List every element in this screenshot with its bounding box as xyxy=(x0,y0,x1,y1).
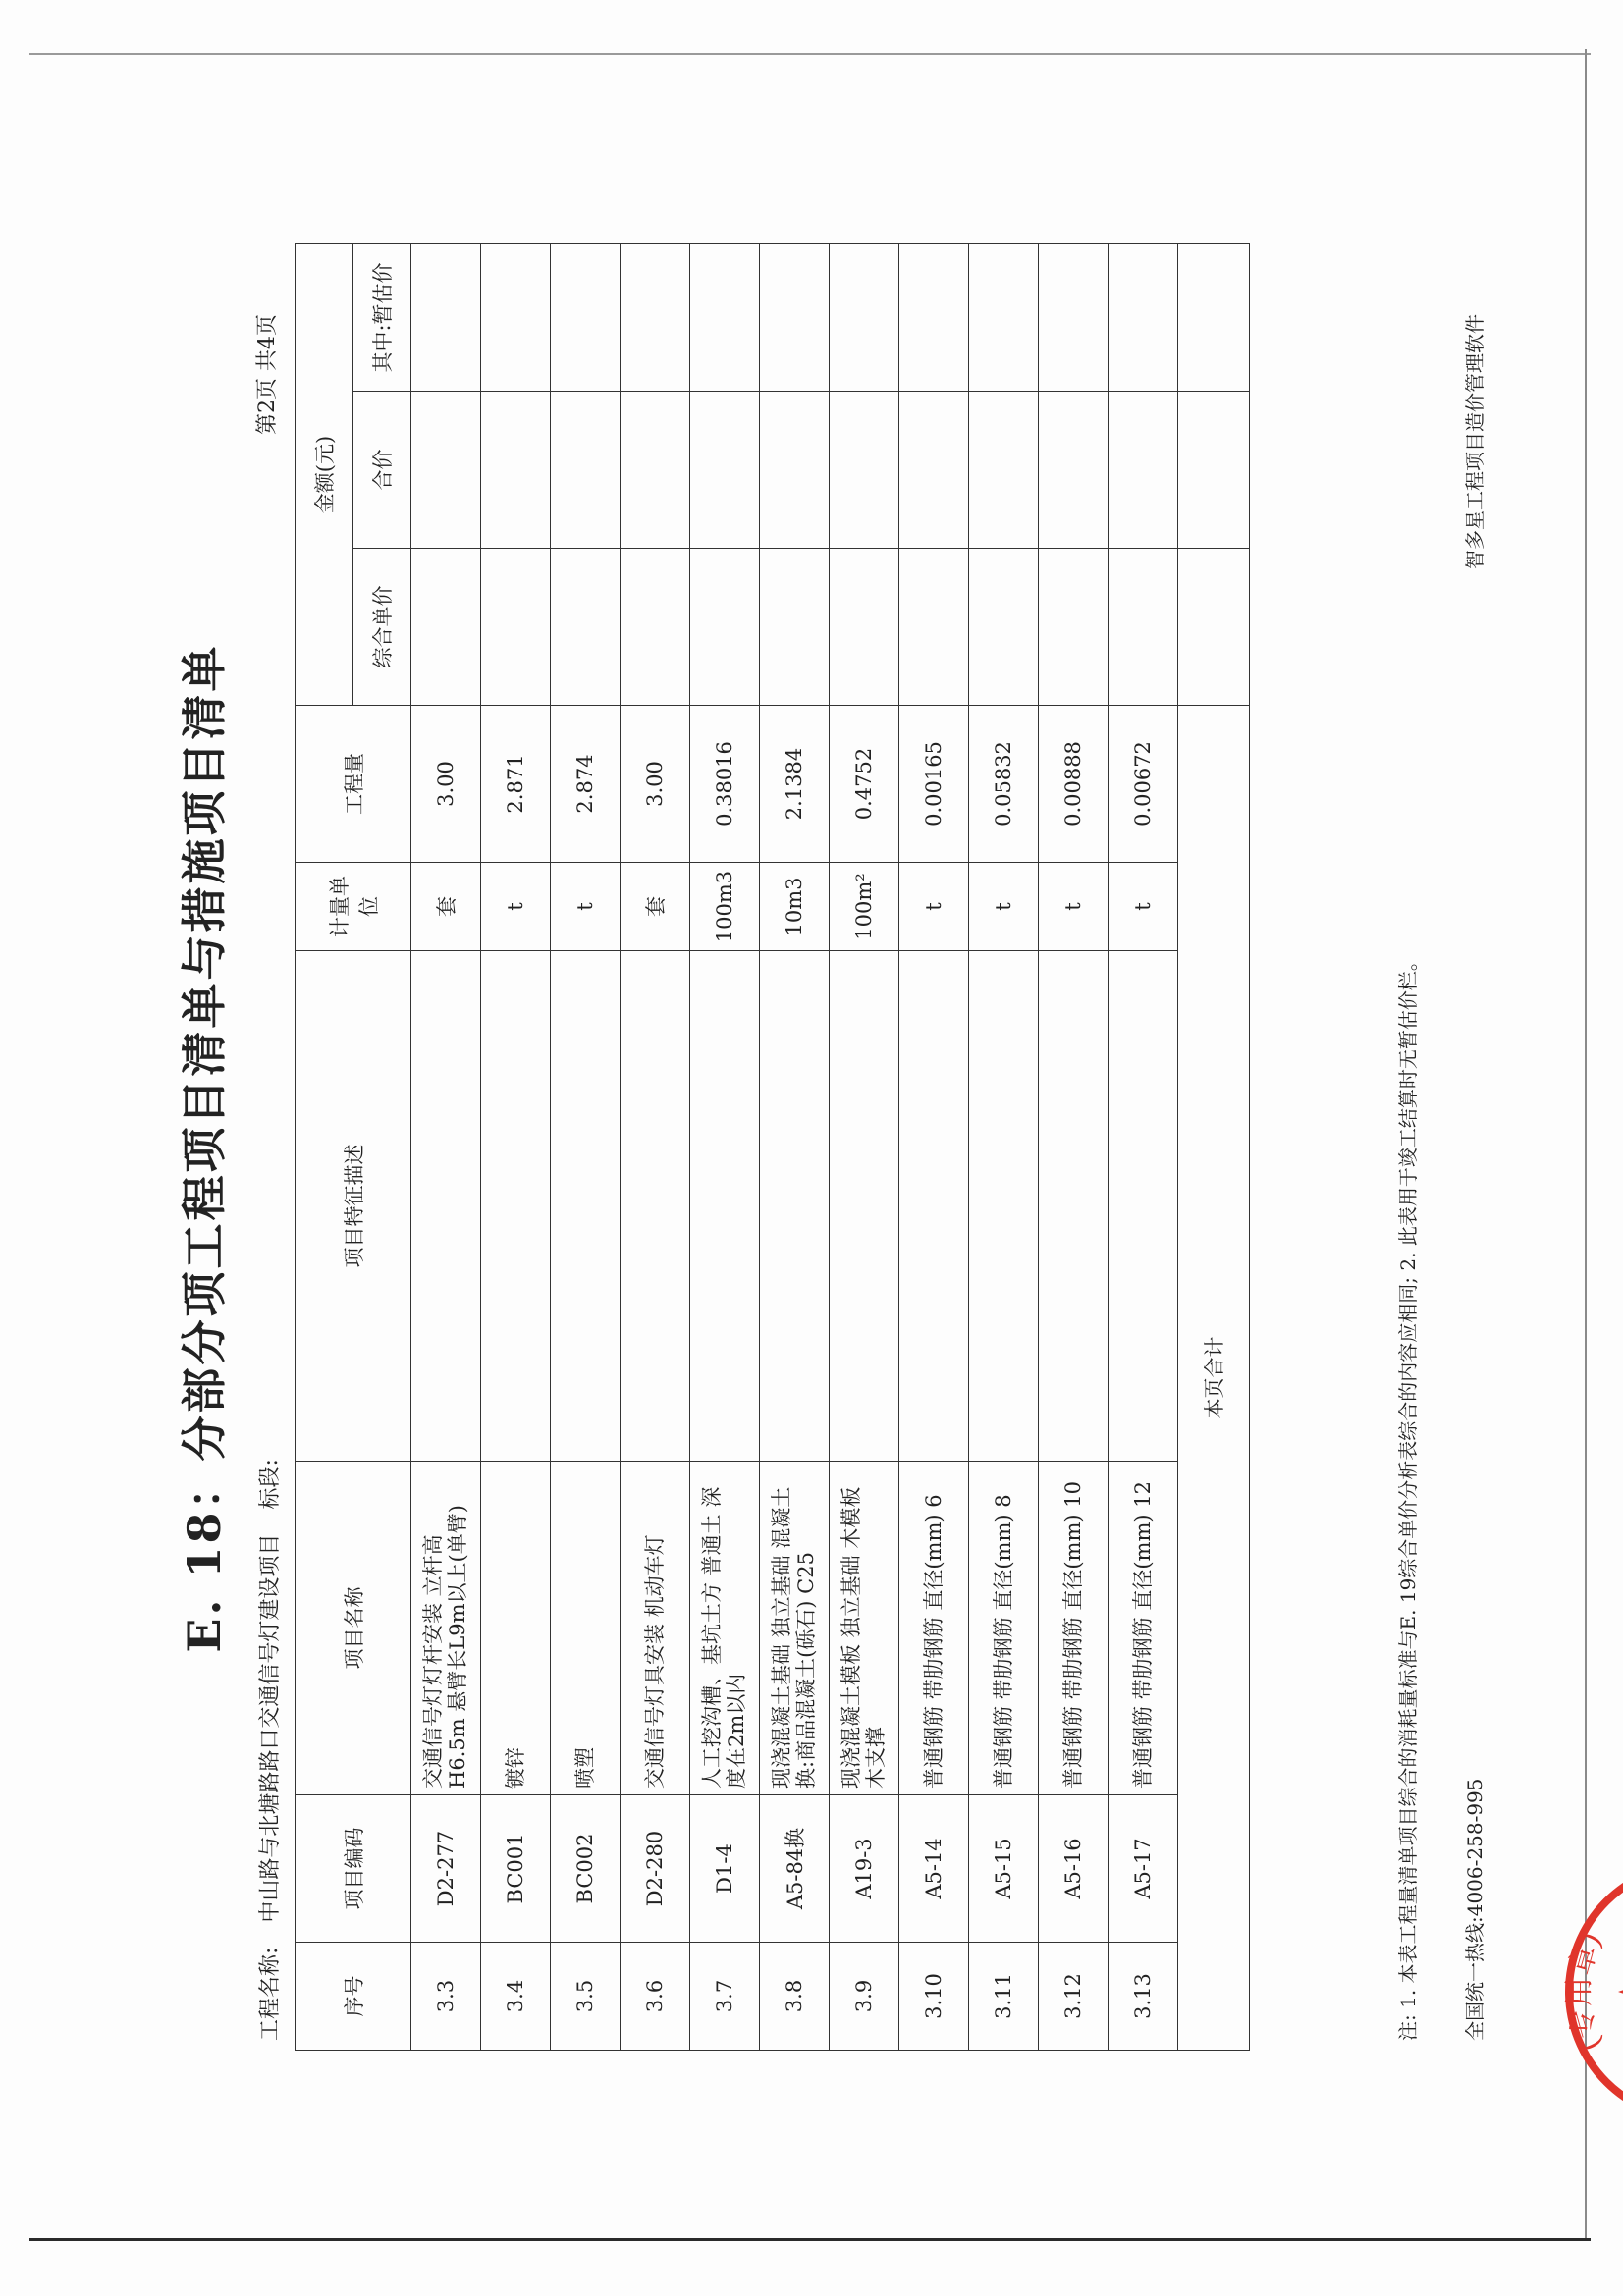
cell-qty: 0.38016 xyxy=(690,706,760,863)
page-total-provisional xyxy=(1178,244,1250,392)
cell-unit-price xyxy=(760,549,830,706)
cell-name: 现浇混凝土基础 独立基础 混凝土 换:商品混凝土(砾石) C25 xyxy=(760,1462,830,1795)
cell-unit: 100m² xyxy=(830,863,899,951)
cell-unit-price xyxy=(969,549,1039,706)
cell-seq: 3.13 xyxy=(1109,1943,1178,2051)
cell-name: 交通信号灯灯杆安装 立杆高H6.5m 悬臂长L9m以上(单臂) xyxy=(411,1462,481,1795)
table-row xyxy=(551,244,621,2051)
cell-code: A5-14 xyxy=(899,1795,969,1943)
cell-qty: 3.00 xyxy=(411,706,481,863)
cell-unit-price xyxy=(899,549,969,706)
cell-unit: 套 xyxy=(621,863,690,951)
cell-provisional xyxy=(621,244,690,392)
cell-total xyxy=(899,392,969,549)
page-total-unit-price xyxy=(1178,549,1250,706)
header-features: 项目特征描述 xyxy=(296,951,411,1462)
page-total-label: 本页合计 xyxy=(1178,706,1250,2051)
cell-features xyxy=(551,951,621,1462)
cell-seq: 3.7 xyxy=(690,1943,760,2051)
cell-qty: 2.1384 xyxy=(760,706,830,863)
header-name: 项目名称 xyxy=(296,1462,411,1795)
cell-name: 普通钢筋 带肋钢筋 直径(mm) 6 xyxy=(899,1462,969,1795)
hotline-text: 全国统一热线:4006-258-995 xyxy=(1463,1778,1487,2041)
cell-features xyxy=(969,951,1039,1462)
cell-unit: 100m3 xyxy=(690,863,760,951)
cell-seq: 3.8 xyxy=(760,1943,830,2051)
cell-code: A19-3 xyxy=(830,1795,899,1943)
cell-features xyxy=(1109,951,1178,1462)
cell-total xyxy=(690,392,760,549)
cell-features xyxy=(411,951,481,1462)
cell-name: 人工挖沟槽、基坑土方 普通土 深度在2m以内 xyxy=(690,1462,760,1795)
cell-unit-price xyxy=(481,549,551,706)
cell-qty: 3.00 xyxy=(621,706,690,863)
cell-unit: t xyxy=(551,863,621,951)
cell-qty: 0.00672 xyxy=(1109,706,1178,863)
cell-unit-price xyxy=(551,549,621,706)
cell-name: 交通信号灯具安装 机动车灯 xyxy=(621,1462,690,1795)
header-total: 合价 xyxy=(353,392,411,549)
cell-unit: t xyxy=(969,863,1039,951)
table-row xyxy=(969,244,1039,2051)
cell-provisional xyxy=(830,244,899,392)
cell-provisional xyxy=(969,244,1039,392)
cell-provisional xyxy=(411,244,481,392)
cell-code: BC001 xyxy=(481,1795,551,1943)
cell-features xyxy=(481,951,551,1462)
cell-provisional xyxy=(690,244,760,392)
project-name: 中山路与北塘路路口交通信号灯建设项目 xyxy=(258,1533,283,1923)
table-row xyxy=(1109,244,1178,2051)
header-amount: 金额(元) xyxy=(296,244,353,706)
cell-features xyxy=(830,951,899,1462)
cell-seq: 3.6 xyxy=(621,1943,690,2051)
cell-total xyxy=(411,392,481,549)
cell-features xyxy=(621,951,690,1462)
page-total-row xyxy=(1178,244,1250,2051)
cell-total xyxy=(481,392,551,549)
page-total-amount xyxy=(1178,392,1250,549)
table-row xyxy=(1039,244,1109,2051)
cell-code: A5-84换 xyxy=(760,1795,830,1943)
cell-qty: 0.05832 xyxy=(969,706,1039,863)
header-qty: 工程量 xyxy=(296,706,411,863)
cell-unit-price xyxy=(411,549,481,706)
cell-features xyxy=(899,951,969,1462)
header-code: 项目编码 xyxy=(296,1795,411,1943)
cell-code: D2-280 xyxy=(621,1795,690,1943)
cell-code: A5-17 xyxy=(1109,1795,1178,1943)
cell-provisional xyxy=(1039,244,1109,392)
cell-unit: t xyxy=(1039,863,1109,951)
cell-seq: 3.3 xyxy=(411,1943,481,2051)
cell-total xyxy=(621,392,690,549)
cell-name: 现浇混凝土模板 独立基础 木模板木支撑 xyxy=(830,1462,899,1795)
cell-qty: 0.00165 xyxy=(899,706,969,863)
cell-unit-price xyxy=(830,549,899,706)
table-row xyxy=(830,244,899,2051)
cell-qty: 0.4752 xyxy=(830,706,899,863)
stamp-star-icon xyxy=(1618,1950,1623,2033)
cell-seq: 3.4 xyxy=(481,1943,551,2051)
header-provisional: 其中:暂估价 xyxy=(353,244,411,392)
cell-seq: 3.11 xyxy=(969,1943,1039,2051)
cell-seq: 3.10 xyxy=(899,1943,969,2051)
cell-seq: 3.9 xyxy=(830,1943,899,2051)
header-seq: 序号 xyxy=(296,1943,411,2051)
cell-seq: 3.5 xyxy=(551,1943,621,2051)
section-label: 标段: xyxy=(258,1459,283,1510)
header-unit: 计量单位 xyxy=(296,863,411,951)
table-row xyxy=(411,244,481,2051)
cell-provisional xyxy=(1109,244,1178,392)
cell-code: A5-16 xyxy=(1039,1795,1109,1943)
cell-total xyxy=(1039,392,1109,549)
cell-name: 普通钢筋 带肋钢筋 直径(mm) 12 xyxy=(1109,1462,1178,1795)
cell-unit-price xyxy=(690,549,760,706)
header-row-1 xyxy=(296,244,353,2051)
cell-code: D2-277 xyxy=(411,1795,481,1943)
cell-unit-price xyxy=(1109,549,1178,706)
cell-features xyxy=(1039,951,1109,1462)
document-title: E. 18：分部分项工程项目清单与措施项目清单 xyxy=(178,643,231,1653)
cell-unit: t xyxy=(899,863,969,951)
cell-qty: 0.00888 xyxy=(1039,706,1109,863)
cell-provisional xyxy=(760,244,830,392)
cell-name: 镀锌 xyxy=(481,1462,551,1795)
software-credit: 智多星工程项目造价管理软件 xyxy=(1463,314,1487,569)
cell-name: 普通钢筋 带肋钢筋 直径(mm) 10 xyxy=(1039,1462,1109,1795)
cell-qty: 2.871 xyxy=(481,706,551,863)
cell-code: D1-4 xyxy=(690,1795,760,1943)
cell-unit: 套 xyxy=(411,863,481,951)
project-line xyxy=(253,1441,284,2041)
cell-provisional xyxy=(551,244,621,392)
cell-name: 普通钢筋 带肋钢筋 直径(mm) 8 xyxy=(969,1462,1039,1795)
table-row xyxy=(621,244,690,2051)
cell-name: 喷塑 xyxy=(551,1462,621,1795)
cell-code: BC002 xyxy=(551,1795,621,1943)
cell-unit-price xyxy=(621,549,690,706)
header-unit-price: 综合单价 xyxy=(353,549,411,706)
cell-total xyxy=(1109,392,1178,549)
table-row xyxy=(899,244,969,2051)
cell-unit-price xyxy=(1039,549,1109,706)
table-row xyxy=(690,244,760,2051)
table-notes: 注: 1. 本表工程量清单项目综合的消耗量标准与E. 19综合单价分析表综合的内容应相同; 2. 此表用于竣工结算时无暂估价栏。 xyxy=(1396,951,1420,2041)
cell-provisional xyxy=(481,244,551,392)
cell-features xyxy=(690,951,760,1462)
cell-provisional xyxy=(899,244,969,392)
page-info: 第2页 共4页 xyxy=(255,314,280,435)
cell-total xyxy=(830,392,899,549)
cell-total xyxy=(551,392,621,549)
cell-unit: t xyxy=(1109,863,1178,951)
project-label: 工程名称: xyxy=(258,1947,283,2041)
stamp-text: (专用章) xyxy=(1562,1926,1610,2057)
cell-total xyxy=(760,392,830,549)
table-row xyxy=(481,244,551,2051)
cell-features xyxy=(760,951,830,1462)
cell-code: A5-15 xyxy=(969,1795,1039,1943)
cell-unit: 10m3 xyxy=(760,863,830,951)
bill-table xyxy=(295,243,1250,2051)
cell-seq: 3.12 xyxy=(1039,1943,1109,2051)
table-row xyxy=(760,244,830,2051)
cell-total xyxy=(969,392,1039,549)
cell-qty: 2.874 xyxy=(551,706,621,863)
cell-unit: t xyxy=(481,863,551,951)
red-seal-stamp xyxy=(1549,1844,1623,2139)
